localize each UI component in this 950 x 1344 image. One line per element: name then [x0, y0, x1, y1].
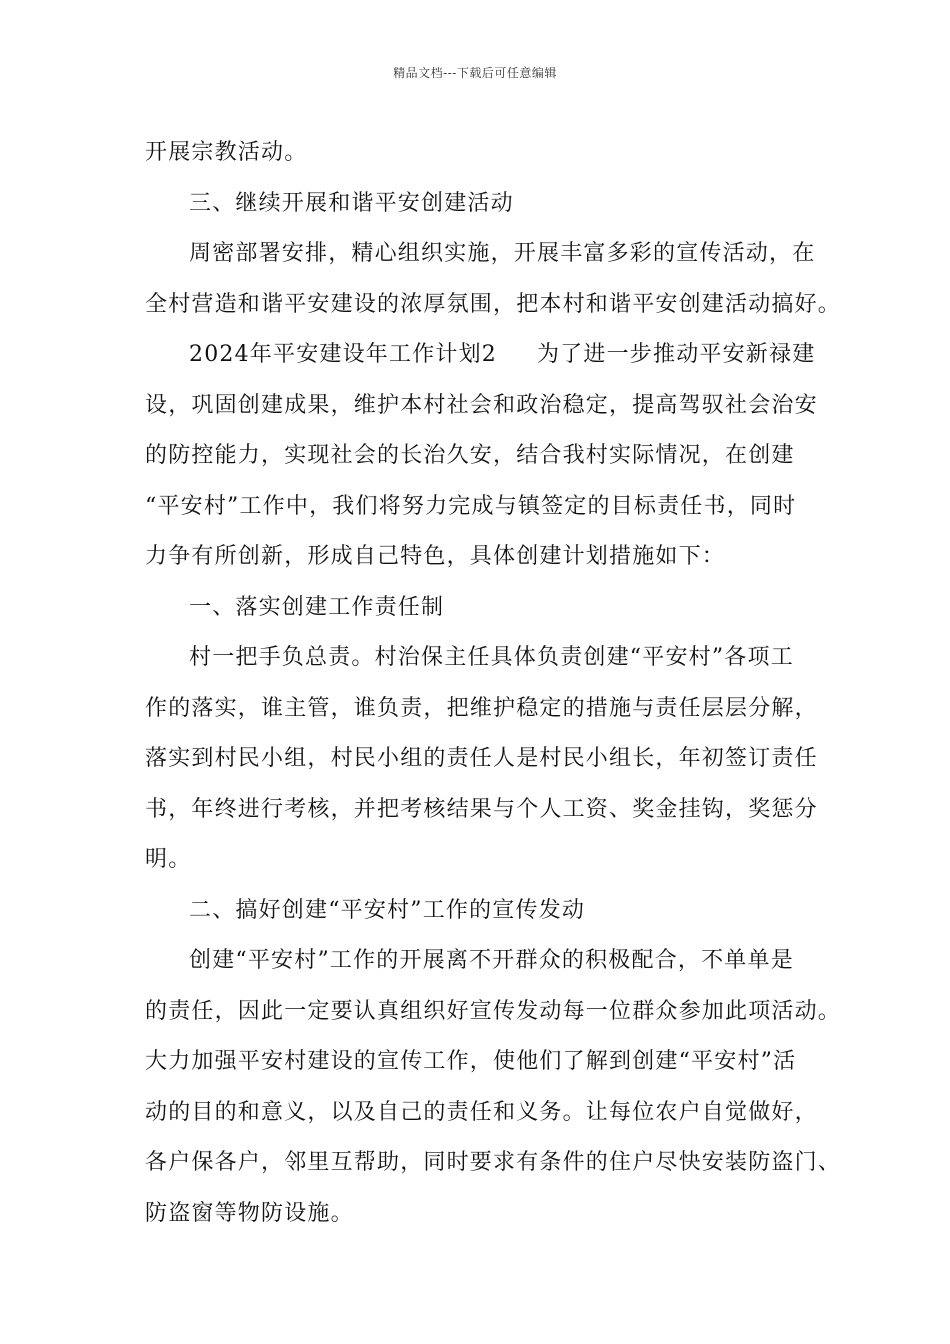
section-heading-one: 一、落实创建工作责任制 [189, 594, 445, 620]
paragraph-line: 的防控能力，实现社会的长治久安，结合我村实际情况，在创建 [145, 443, 795, 468]
paragraph-line: 落实到村民小组，村民小组的责任人是村民小组长，年初签订责任 [145, 746, 818, 771]
section-heading-three: 三、继续开展和谐平安创建活动 [189, 190, 514, 216]
paragraph-line: 的责任，因此一定要认真组织好宣传发动每一位群众参加此项活动。 [145, 998, 842, 1024]
paragraph-line: 动的目的和意义，以及自己的责任和义务。让每位农户自觉做好， [145, 1099, 818, 1125]
paragraph-line: 书，年终进行考核，并把考核结果与个人工资、奖金挂钩，奖惩分 [145, 796, 818, 822]
paragraph-line: 作的落实，谁主管，谁负责，把维护稳定的措施与责任层层分解， [145, 695, 818, 721]
paragraph-line: 力争有所创新，形成自己特色，具体创建计划措施如下： [145, 544, 726, 569]
page-header: 精品文档---下载后可任意编辑 [393, 66, 557, 80]
plan-title: 2024年平安建设年工作计划2 [189, 342, 497, 367]
paragraph-line: 开展宗教活动。 [145, 140, 308, 165]
paragraph-line: “平安村”工作中，我们将努力完成与镇签定的目标责任书，同时 [145, 493, 797, 519]
paragraph-line: 各户保各户，邻里互帮助，同时要求有条件的住户尽快安装防盗门、 [145, 1150, 842, 1175]
paragraph-line: 大力加强平安村建设的宣传工作，使他们了解到创建“平安村”活 [145, 1049, 797, 1074]
paragraph-line: 全村营造和谐平安建设的浓厚氛围，把本村和谐平安创建活动搞好。 [145, 291, 842, 317]
paragraph-line: 设，巩固创建成果，维护本村社会和政治稳定，提高驾驭社会治安 [145, 392, 818, 418]
plan-title-line [145, 330, 816, 381]
document-body [145, 128, 842, 1239]
section-heading-two: 二、搞好创建“平安村”工作的宣传发动 [189, 897, 586, 923]
paragraph-line: 明。 [145, 847, 192, 872]
plan-intro-text: 为了进一步推动平安新禄建 [537, 342, 816, 367]
paragraph-line: 周密部署安排，精心组织实施，开展丰富多彩的宣传活动，在 [189, 241, 816, 266]
paragraph-line: 创建“平安村”工作的开展离不开群众的积极配合，不单单是 [189, 948, 794, 973]
paragraph-line: 村一把手负总责。村治保主任具体负责创建“平安村”各项工 [189, 645, 794, 670]
paragraph-line: 防盗窗等物防设施。 [145, 1200, 354, 1226]
